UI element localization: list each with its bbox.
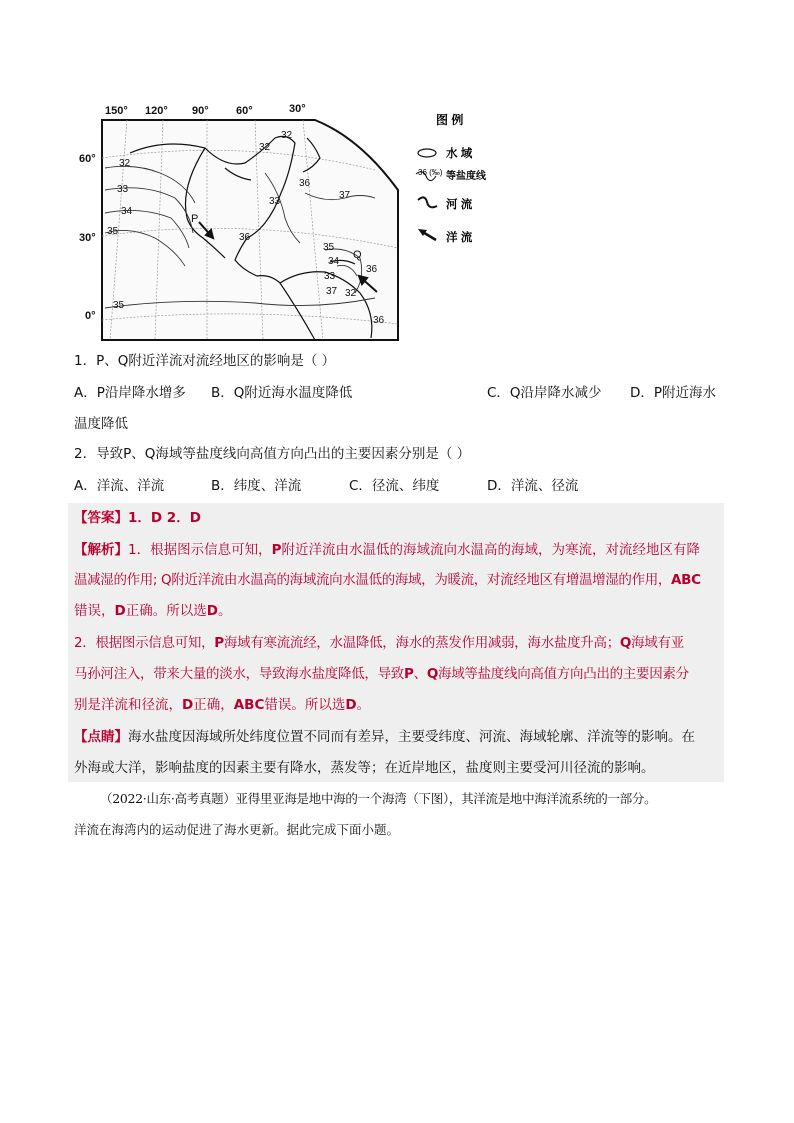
svg-text:等盐度线: 等盐度线: [446, 171, 486, 182]
isoline-label: 32: [119, 158, 131, 169]
lon-label: 60°: [236, 105, 253, 117]
lon-label: 90°: [192, 105, 209, 117]
point-tag: 【点睛】: [74, 729, 128, 745]
question-1-stem: 1．P、Q附近洋流对流经地区的影响是（ ）: [74, 353, 336, 369]
svg-text:洋 流: 洋 流: [446, 232, 473, 244]
source-line-2: 洋流在海湾内的运动促进了海水更新。据此完成下面小题。: [74, 822, 400, 837]
isoline-label: 34: [121, 206, 133, 217]
svg-text:水 域: 水 域: [446, 148, 473, 160]
analysis-line-2: 温减湿的作用; Q附近洋流由水温高的海域流向水温低的海域，为暖流，对流经地区有增温增湿的作用，ABC: [74, 572, 701, 588]
isoline-label: 33: [117, 184, 129, 195]
svg-text:河 流: 河 流: [446, 199, 473, 211]
lon-label: 150°: [105, 105, 128, 117]
analysis-line-6: 别是洋流和径流，D正确，ABC错误。所以选D。: [74, 697, 371, 713]
isoline-label: 33: [269, 196, 281, 207]
question-1-option-b: B．Q附近海水温度降低: [211, 385, 353, 401]
isoline-label: 35: [107, 226, 119, 237]
isoline-label: 32: [345, 288, 357, 299]
isoline-label: 35: [323, 242, 335, 253]
analysis-tag: 【解析】: [74, 542, 128, 558]
isoline-label: 34: [328, 256, 340, 267]
isoline-label: 37: [326, 286, 338, 297]
ocean-current-icon: [418, 229, 436, 240]
lon-label: 120°: [145, 105, 168, 117]
source-line-1: （2022·山东·高考真题）亚得里亚海是地中海的一个海湾（下图），其洋流是地中海洋流系统的一部分。: [100, 791, 657, 806]
lat-label: 0°: [85, 310, 96, 322]
isoline-label: 32: [281, 130, 293, 141]
point-line-2: 外海或大洋，影响盐度的因素主要有降水，蒸发等；在近岸地区，盐度则主要受河川径流的影响。: [74, 760, 655, 776]
isoline-label: 36: [373, 315, 385, 326]
answer-line: [74, 508, 201, 528]
salinity-map-figure: [75, 98, 500, 346]
point-label-p: P: [191, 213, 199, 225]
question-1-option-c: C．Q沿岸降水减少: [487, 385, 602, 401]
isoline-label: 37: [339, 190, 351, 201]
question-2-stem: 2．导致P、Q海域等盐度线向高值方向凸出的主要因素分别是（ ）: [74, 446, 471, 462]
river-icon: [418, 197, 437, 207]
question-1-option-d-continued: 温度降低: [74, 416, 128, 432]
analysis-line-1: 【解析】1．根据图示信息可知，P附近洋流由水温低的海域流向水温高的海域，为寒流，对流经地区有降: [74, 542, 700, 558]
isoline-label: 35: [113, 300, 125, 311]
answer-tag: 【答案】: [74, 510, 128, 526]
svg-text:36 (‰): 36 (‰): [418, 168, 443, 177]
isoline-label: 36: [299, 178, 311, 189]
legend-title: 图 例: [436, 113, 464, 127]
question-2-option-b: B．纬度、洋流: [211, 478, 302, 494]
analysis-line-4: 2．根据图示信息可知，P海域有寒流流经，水温降低，海水的蒸发作用减弱，海水盐度升高；Q海域有亚: [74, 635, 684, 651]
lat-label: 60°: [79, 153, 96, 165]
lat-label: 30°: [79, 232, 96, 244]
question-2-option-a: A．洋流、洋流: [74, 478, 165, 494]
question-2-option-c: C．径流、纬度: [349, 478, 440, 494]
salinity-map: [75, 98, 500, 346]
isoline-label: 36: [366, 264, 378, 275]
question-1-option-a: A．P沿岸降水增多: [74, 385, 186, 401]
analysis-line-3: 错误，D正确。所以选D。: [74, 603, 232, 619]
analysis-line-5: 马孙河注入，带来大量的淡水，导致海水盐度降低，导致P、Q海域等盐度线向高值方向凸出的主要因素分: [74, 666, 689, 682]
isoline-label: 36: [239, 232, 251, 243]
question-1-option-d: D．P附近海水: [630, 385, 717, 401]
isoline-label: 33: [324, 271, 336, 282]
lon-label: 30°: [289, 103, 306, 115]
map-legend: [416, 112, 487, 244]
answer-text: 1．D 2．D: [128, 510, 201, 526]
water-area-icon: [418, 149, 436, 157]
point-line-1: 【点睛】海水盐度因海域所处纬度位置不同而有差异，主要受纬度、河流、海域轮廓、洋流等的影响。在: [74, 729, 695, 745]
isoline-label: 32: [259, 142, 271, 153]
question-2-option-d: D．洋流、径流: [487, 478, 579, 494]
point-label-q: Q: [353, 249, 362, 261]
